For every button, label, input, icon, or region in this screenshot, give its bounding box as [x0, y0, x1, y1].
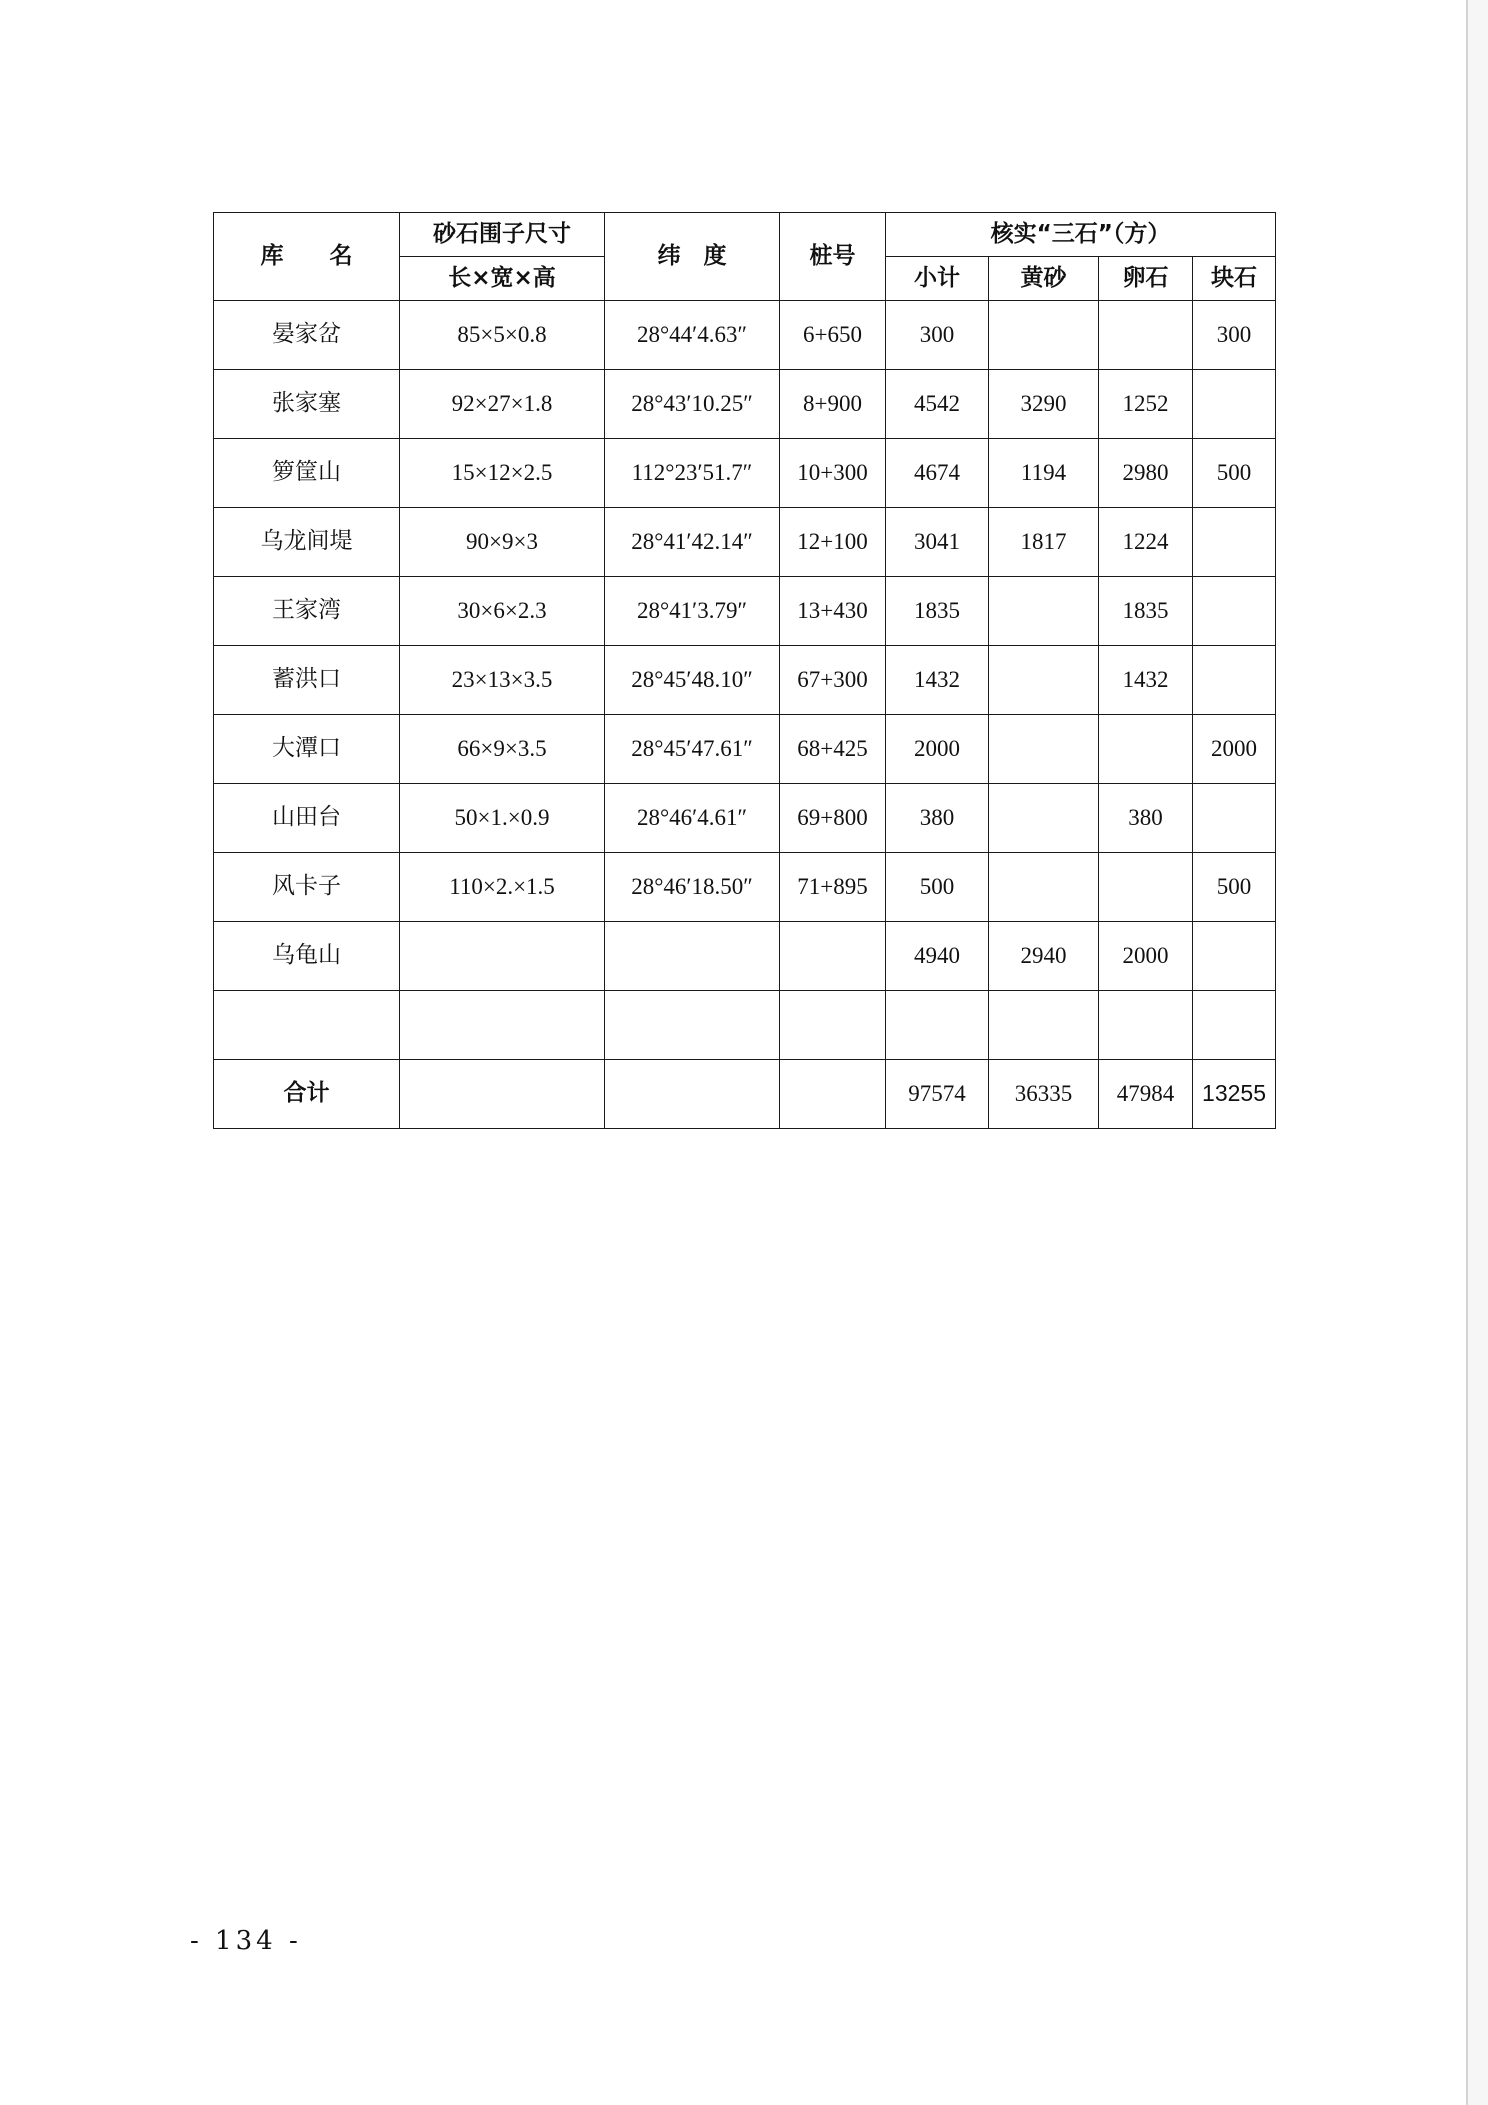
cell-latitude: 28°45′47.61″ [605, 715, 780, 784]
header-row-top [214, 213, 1276, 257]
cell-stake: 8+900 [780, 370, 886, 439]
total-pebble: 47984 [1099, 1060, 1193, 1129]
cell-yellow-sand: 3290 [989, 370, 1099, 439]
cell-pebble: 380 [1099, 784, 1193, 853]
cell-size: 110×2.×1.5 [400, 853, 605, 922]
cell-latitude: 28°45′48.10″ [605, 646, 780, 715]
cell-stake: 71+895 [780, 853, 886, 922]
cell-size: 85×5×0.8 [400, 301, 605, 370]
table-body [214, 213, 1276, 301]
cell-yellow-sand [989, 784, 1099, 853]
cell-latitude [605, 922, 780, 991]
cell-block-stone [1193, 508, 1276, 577]
table-row [214, 577, 1276, 646]
cell-yellow-sand [989, 646, 1099, 715]
cell-pebble: 1432 [1099, 646, 1193, 715]
cell-size: 15×12×2.5 [400, 439, 605, 508]
cell-latitude: 28°46′18.50″ [605, 853, 780, 922]
cell-block-stone [1193, 646, 1276, 715]
cell-name: 乌龟山 [214, 922, 400, 991]
cell-name: 蓄洪口 [214, 646, 400, 715]
cell-pebble: 1835 [1099, 577, 1193, 646]
table-row [214, 508, 1276, 577]
header-block-stone: 块石 [1193, 257, 1276, 301]
cell-yellow-sand: 1194 [989, 439, 1099, 508]
cell-latitude: 112°23′51.7″ [605, 439, 780, 508]
cell-size [400, 991, 605, 1060]
header-subtotal: 小计 [886, 257, 989, 301]
cell-latitude [605, 991, 780, 1060]
header-verify-group: 核实“三石”（方） [886, 213, 1276, 257]
cell-block-stone [1193, 922, 1276, 991]
page-right-edge [1466, 0, 1488, 2105]
header-yellow-sand: 黄砂 [989, 257, 1099, 301]
cell-subtotal [886, 991, 989, 1060]
cell-block-stone [1193, 991, 1276, 1060]
cell-block-stone: 500 [1193, 853, 1276, 922]
cell-yellow-sand [989, 853, 1099, 922]
cell-pebble: 1224 [1099, 508, 1193, 577]
table-row [214, 301, 1276, 370]
cell-block-stone: 300 [1193, 301, 1276, 370]
cell-block-stone [1193, 784, 1276, 853]
cell-name: 王家湾 [214, 577, 400, 646]
cell-stake [780, 922, 886, 991]
cell-yellow-sand [989, 715, 1099, 784]
cell-stake: 67+300 [780, 646, 886, 715]
cell-subtotal: 500 [886, 853, 989, 922]
cell-subtotal: 1432 [886, 646, 989, 715]
header-pebble: 卵石 [1099, 257, 1193, 301]
cell-stake: 69+800 [780, 784, 886, 853]
cell-latitude: 28°43′10.25″ [605, 370, 780, 439]
cell-stake: 10+300 [780, 439, 886, 508]
sand-stone-table [213, 212, 1276, 1129]
table-row [214, 922, 1276, 991]
table-row [214, 370, 1276, 439]
cell-stake [780, 991, 886, 1060]
table-row [214, 991, 1276, 1060]
cell-stake: 12+100 [780, 508, 886, 577]
cell-yellow-sand [989, 577, 1099, 646]
cell-subtotal: 300 [886, 301, 989, 370]
cell-size: 50×1.×0.9 [400, 784, 605, 853]
total-lat-cell [605, 1060, 780, 1129]
table-rows [214, 301, 1276, 1060]
cell-name: 大潭口 [214, 715, 400, 784]
cell-name: 晏家岔 [214, 301, 400, 370]
table-row [214, 784, 1276, 853]
total-row [214, 1060, 1276, 1129]
cell-subtotal: 380 [886, 784, 989, 853]
table-row [214, 715, 1276, 784]
cell-size: 66×9×3.5 [400, 715, 605, 784]
cell-subtotal: 2000 [886, 715, 989, 784]
cell-size [400, 922, 605, 991]
total-stake-cell [780, 1060, 886, 1129]
cell-subtotal: 3041 [886, 508, 989, 577]
cell-name: 箩筐山 [214, 439, 400, 508]
cell-stake: 68+425 [780, 715, 886, 784]
table-row [214, 853, 1276, 922]
cell-subtotal: 4674 [886, 439, 989, 508]
cell-name: 乌龙间堤 [214, 508, 400, 577]
cell-size: 30×6×2.3 [400, 577, 605, 646]
header-latitude: 纬 度 [605, 213, 780, 301]
cell-latitude: 28°44′4.63″ [605, 301, 780, 370]
table-total [214, 1060, 1276, 1129]
header-stake: 桩号 [780, 213, 886, 301]
cell-pebble [1099, 715, 1193, 784]
cell-yellow-sand: 1817 [989, 508, 1099, 577]
header-name: 库 名 [214, 213, 400, 301]
cell-latitude: 28°41′42.14″ [605, 508, 780, 577]
cell-subtotal: 4940 [886, 922, 989, 991]
cell-block-stone [1193, 577, 1276, 646]
page-number: - 134 - [190, 1926, 302, 1956]
cell-pebble [1099, 853, 1193, 922]
cell-latitude: 28°41′3.79″ [605, 577, 780, 646]
cell-stake: 6+650 [780, 301, 886, 370]
total-size-cell [400, 1060, 605, 1129]
cell-block-stone: 500 [1193, 439, 1276, 508]
table-row [214, 439, 1276, 508]
total-label: 合计 [214, 1060, 400, 1129]
cell-yellow-sand [989, 991, 1099, 1060]
cell-pebble [1099, 301, 1193, 370]
cell-pebble [1099, 991, 1193, 1060]
total-subtotal: 97574 [886, 1060, 989, 1129]
header-size-sub: 长×宽×高 [400, 257, 605, 301]
cell-stake: 13+430 [780, 577, 886, 646]
header-size-group: 砂石围子尺寸 [400, 213, 605, 257]
cell-block-stone: 2000 [1193, 715, 1276, 784]
cell-size: 90×9×3 [400, 508, 605, 577]
cell-yellow-sand: 2940 [989, 922, 1099, 991]
cell-yellow-sand [989, 301, 1099, 370]
table-row [214, 646, 1276, 715]
cell-pebble: 2000 [1099, 922, 1193, 991]
total-sand: 36335 [989, 1060, 1099, 1129]
cell-block-stone [1193, 370, 1276, 439]
cell-subtotal: 4542 [886, 370, 989, 439]
cell-latitude: 28°46′4.61″ [605, 784, 780, 853]
cell-name: 风卡子 [214, 853, 400, 922]
cell-size: 23×13×3.5 [400, 646, 605, 715]
cell-name: 张家塞 [214, 370, 400, 439]
cell-pebble: 1252 [1099, 370, 1193, 439]
cell-name: 山田台 [214, 784, 400, 853]
cell-size: 92×27×1.8 [400, 370, 605, 439]
total-block: 13255 [1193, 1060, 1276, 1129]
cell-pebble: 2980 [1099, 439, 1193, 508]
cell-name [214, 991, 400, 1060]
cell-subtotal: 1835 [886, 577, 989, 646]
